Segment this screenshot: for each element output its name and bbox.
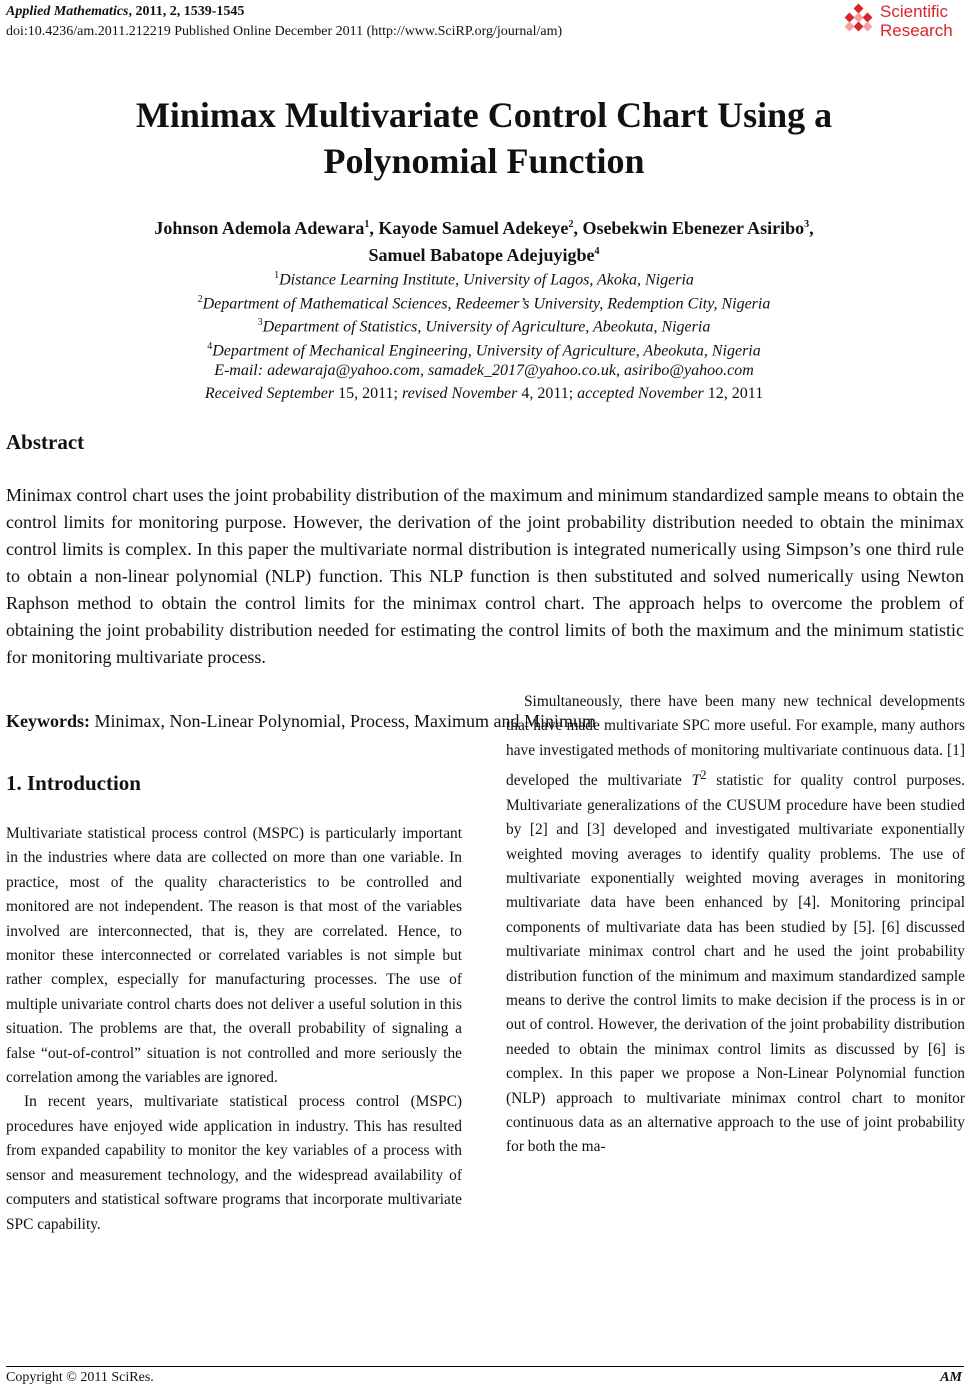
intro-paragraph-3: Simultaneously, there have been many new technical developments that have made multivariate SPC more useful. For example, many authors have investigated methods of monitoring multivariate continuous data. [1] developed the multivariate $T^2$ statistic for quality control purposes. Multivariate generalizations of the CUSUM procedure have been studied by [2] and [3] developed and investigated multivariate exponentially weighted moving averages to identify quality problems. The use of multivariate exponentially weighted moving averages in monitoring multivariate data have been enhanced by [4]. Monitoring principal components of multivariate data has been studied by [5]. [6] discussed multivariate minimax control chart and he used the joint probability distribution function of the minimum and maximum standardized sample means to derive the control limits to make decision if the process is in or out of control. However, the derivation of the joint probability distribution needed to obtain the minimax control limits as discussed by [6] is complex. In this paper we propose a Non-Linear Polynomial function (NLP) approach to multivariate minimax control chart to monitor continuous data as an alternative approach to the use of joint probability for both the ma- bbox=[506, 693, 966, 1156]
intro-paragraph-2: In recent years, multivariate statistical process control (MSPC) procedures have enjoyed wide application in industry. This has resulted from expanded capability to monitor the key variables of a process with sensor and measurement technology, and the widespread availability of computers and statistical software programs that incorporate multivariate SPC capability. bbox=[6, 1093, 462, 1233]
logo-text-line1: Scientific bbox=[880, 2, 949, 21]
journal-header bbox=[6, 4, 244, 20]
author-3-sup: 3 bbox=[804, 219, 810, 230]
abstract-heading: Abstract bbox=[6, 430, 85, 454]
title-line-1: Minimax Multivariate Control Chart Using a bbox=[135, 95, 833, 135]
journal-name: Applied Mathematics bbox=[6, 4, 129, 19]
affiliation-3: $^3$Department of Statistics, University of Agriculture, Abeokuta, Nigeria bbox=[257, 317, 711, 336]
author-2: , Kayode Samuel Adekeye bbox=[369, 218, 569, 238]
logo-text-line2: Research bbox=[880, 21, 953, 40]
author-3-comma: , bbox=[809, 218, 814, 238]
logo-diamonds-icon bbox=[842, 4, 876, 38]
right-column bbox=[506, 690, 965, 1160]
affiliation-1: $^1$Distance Learning Institute, University of Lagos, Akoka, Nigeria bbox=[274, 270, 694, 289]
author-1-sup: 1 bbox=[364, 219, 370, 230]
abstract-text: Minimax control chart uses the joint probability distribution of the maximum and minimum standardized sample means to obtain the control limits for monitoring purpose. However, the derivation of the joint probability distribution needed to obtain the minimax control limits is complex. In this paper the multivariate normal distribution is integrated numerically using Simpson’s one third rule to obtain a non-linear polynomial (NLP) function. This NLP function is then substituted and solved numerically using Newton Raphson method to obtain the control limits for the minimax control chart. The approach helps to overcome the problem of obtaining the joint probability distribution needed for estimating the control limits of both the maximum and the minimum statistic for monitoring multivariate process. bbox=[6, 485, 964, 667]
affiliation-4: $^4$Department of Mechanical Engineering, University of Agriculture, Abeokuta, Nigeria bbox=[207, 341, 761, 360]
footer-divider bbox=[6, 1366, 964, 1367]
author-1: Johnson Ademola Adewara bbox=[154, 218, 365, 238]
keywords-text: Minimax, Non-Linear Polynomial, Process, Maximum and Minimum bbox=[90, 711, 596, 731]
left-column bbox=[6, 822, 462, 1237]
paper-title bbox=[0, 92, 968, 184]
title-line-2: Polynomial Function bbox=[323, 141, 645, 181]
intro-heading: 1. Introduction bbox=[6, 771, 141, 795]
intro-paragraph-1: Multivariate statistical process control (MSPC) is particularly important in the industries where data are collected on more than one variable. In practice, most of the quality characteristics to be controlled and monitored are not independent. The reason is that most of the variables involved are interconnected, that is, they are correlated. Hence, to monitor these interconnected or correlated variables is not simple but rather complex, especially for manufacturing processes. The use of multiple univariate control charts does not deliver a useful solution in this situation. The problems are that, the overall probability of signaling a false “out-of-control” situation is not controlled and more seriously the correlation among the variables are ignored. bbox=[6, 825, 462, 1087]
author-2-sup: 2 bbox=[568, 219, 574, 230]
author-list bbox=[0, 213, 968, 267]
author-4: Samuel Babatope Adejuyigbe bbox=[368, 245, 595, 265]
journal-abbreviation: AM bbox=[940, 1370, 962, 1385]
dates-line: Received September 15, 2011; revised November 4, 2011; accepted November 12, 2011 bbox=[204, 385, 764, 402]
doi-line: doi:10.4236/am.2011.212219 Published Online December 2011 (http://www.SciRP.org/journal/am) bbox=[6, 24, 563, 39]
affiliation-2: $^2$Department of Mathematical Sciences, Redeemer’s University, Redemption City, Nigeria bbox=[197, 294, 771, 313]
journal-volume: , 2011, 2, 1539-1545 bbox=[128, 4, 245, 19]
author-3: , Osebekwin Ebenezer Asiribo bbox=[573, 218, 805, 238]
keywords-label: Keywords: bbox=[6, 711, 90, 731]
author-4-sup: 4 bbox=[594, 246, 600, 257]
copyright: Copyright © 2011 SciRes. bbox=[6, 1370, 154, 1385]
email-line: E-mail: adewaraja@yahoo.com, samadek_2017@yahoo.co.uk, asiribo@yahoo.com bbox=[214, 362, 754, 379]
scientific-research-logo bbox=[842, 2, 962, 44]
